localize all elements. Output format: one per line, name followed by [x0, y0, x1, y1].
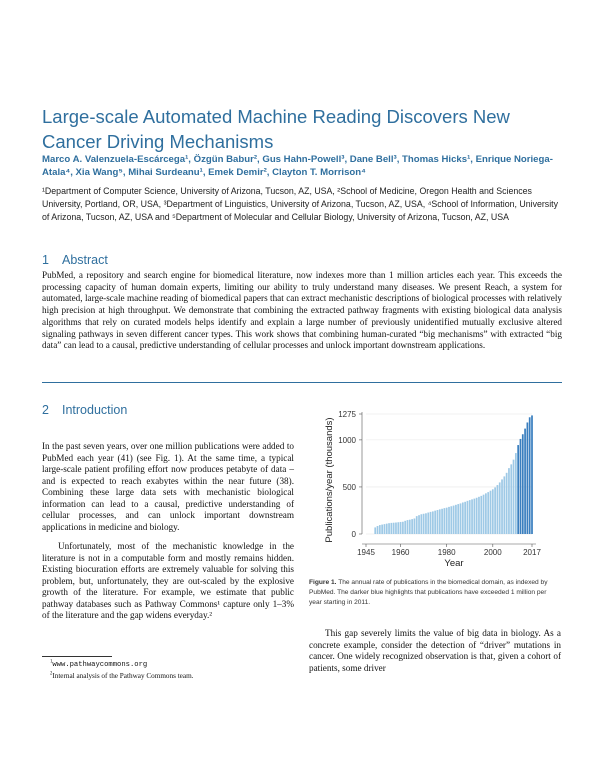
x-tick-label: 2017 [523, 548, 541, 557]
bar-1991 [471, 499, 473, 534]
bar-1976 [437, 510, 439, 534]
bar-1970 [423, 514, 425, 534]
bar-2006 [506, 473, 508, 534]
bar-1973 [430, 512, 432, 534]
bar-1978 [441, 509, 443, 534]
bar-1968 [418, 515, 420, 534]
footnotes [50, 659, 290, 682]
bar-2009 [513, 460, 515, 534]
figure-caption-text: The annual rate of publications in the biomedical domain, as indexed by PubMed. The darker blue highlights that publications have exceeded 1 million per year starting in 2011. [309, 579, 548, 606]
bar-1954 [386, 524, 388, 534]
bar-1949 [374, 527, 376, 534]
bar-1980 [446, 508, 448, 534]
figure-caption [309, 578, 561, 607]
introduction-number: 2 [42, 403, 49, 417]
bar-1972 [427, 513, 429, 534]
bar-1996 [483, 495, 485, 534]
bar-1997 [485, 493, 487, 534]
x-tick-label: 1960 [391, 548, 410, 557]
bar-1995 [480, 496, 482, 534]
bar-1983 [453, 506, 455, 534]
bar-2010 [515, 453, 517, 534]
bar-1951 [379, 525, 381, 534]
figure-caption-label: Figure 1. [309, 579, 337, 586]
bar-1999 [490, 491, 492, 534]
right-column-paragraph: This gap severely limits the value of big data in biology. As a concrete example, consider the detection of “driver” mutations in cancer. One widely recognized observation is that, given a cohort of patients, some driver [309, 628, 561, 673]
bar-1956 [391, 523, 393, 534]
bar-2016 [529, 417, 531, 534]
bar-1963 [407, 520, 409, 534]
bar-1950 [377, 526, 379, 534]
bar-1958 [395, 523, 397, 534]
intro-paragraph-1: In the past seven years, over one million publications were added to PubMed each year (41) (see Fig. 1). At the same time, a typical large-scale patient profiling effort now produces petabyte of data – and is expected to reach exabytes within the near future (38). Combining these large data sets with mechanistic biological information can lead to a causal, predictive understanding of cellular processes, and can unlock important downstream applications in medicine and biology. [42, 441, 294, 532]
bar-2013 [522, 434, 524, 534]
abstract-text: PubMed, a repository and search engine for biomedical literature, now indexes more than 1 million articles each year. This exceeds the processing capacity of human domain experts, limiting our ability to truly understand many diseases. We present Reach, a system for automated, large-scale machine reading of biomedical papers that can extract mechanistic descriptions of biological processes with relatively high precision at high throughput. We demonstrate that combining the extracted pathway fragments with existing biological data analysis algorithms that rely on curated models helps identify and explain a large number of previously unidentified mutually exclusive altered signaling pathways in seven different cancer types. This work shows that combining human-curated “big mechanisms” with extracted “big data” can lead to a causal, predictive understanding of cellular processes and unlock important downstream applications. [42, 270, 562, 351]
bar-2017 [531, 415, 533, 534]
introduction-body [42, 441, 294, 622]
bar-1969 [420, 514, 422, 534]
bar-2001 [494, 487, 496, 534]
affiliations: ¹Department of Computer Science, University of Arizona, Tucson, AZ, USA, ²School of Medicine, Oregon Health and Sciences University, Portland, OR, USA, ³Department of Linguistics, University of Arizona, Tucson, AZ, USA, ⁴School of Information, University of Arizona, Tucson, AZ, USA and ⁵Department of Molecular and Cellular Biology, University of Arizona, Tucson, AZ, USA [42, 186, 558, 223]
bar-1952 [381, 525, 383, 534]
y-axis-label: Publications/year (thousands) [324, 417, 335, 543]
footnote-rule [42, 656, 112, 657]
bar-1989 [467, 501, 469, 534]
bar-1977 [439, 509, 441, 534]
abstract-heading-text: Abstract [62, 253, 108, 267]
bar-1985 [457, 504, 459, 534]
bar-2008 [510, 464, 512, 534]
bar-1967 [416, 516, 418, 534]
bar-2002 [497, 485, 499, 534]
bar-1986 [460, 503, 462, 534]
bar-1984 [455, 505, 457, 534]
bar-1992 [474, 499, 476, 534]
bar-2004 [501, 479, 503, 534]
bar-1966 [414, 518, 416, 534]
y-tick-label: 500 [342, 482, 356, 492]
x-axis-label: Year [444, 558, 464, 569]
publications-chart [314, 400, 564, 572]
bar-1974 [432, 511, 434, 534]
y-tick-label: 0 [351, 530, 356, 539]
bar-1957 [393, 523, 395, 534]
bar-1955 [388, 523, 390, 534]
x-tick-label: 1945 [357, 548, 375, 557]
y-tick-label: 1275 [338, 410, 356, 419]
x-tick-label: 2000 [483, 548, 502, 557]
bar-1959 [397, 522, 399, 534]
abstract-heading [42, 253, 108, 267]
bar-1987 [462, 502, 464, 534]
bar-1960 [400, 522, 402, 534]
bar-1953 [384, 524, 386, 534]
bar-2015 [527, 422, 529, 534]
bar-1975 [434, 511, 436, 534]
x-tick-label: 1980 [437, 548, 456, 557]
introduction-heading [42, 403, 127, 417]
y-tick-label: 1000 [338, 435, 356, 445]
bar-1993 [476, 498, 478, 534]
author-list: Marco A. Valenzuela-Escárcega¹, Özgün Babur², Gus Hahn-Powell³, Dane Bell³, Thomas Hicks¹, Enrique Noriega-Atala⁴, Xia Wang⁵, Mihai Surdeanu¹, Emek Demir², Clayton T. Morrison⁴ [42, 154, 553, 178]
bar-1964 [409, 520, 411, 534]
intro-paragraph-2: Unfortunately, most of the mechanistic knowledge in the literature is not in a computable form and mostly remains hidden. Existing biocuration efforts are extremely valuable for solving this problem, but, unfortunately, they are out-scaled by the explosive growth of the literature. For example, we estimate that public pathway databases such as Pathway Commons¹ capture only 1–3% of the literature and the gap widens everyday.² [42, 541, 294, 620]
bar-2005 [503, 476, 505, 534]
bar-1961 [402, 522, 404, 534]
bar-1982 [450, 506, 452, 534]
footnote-1: $^1$www.pathwaycommons.org [50, 659, 148, 669]
bar-1962 [404, 521, 406, 534]
bar-2014 [524, 429, 526, 534]
bar-1994 [478, 497, 480, 534]
footnote-2: $^2$Internal analysis of the Pathway Commons team. [50, 671, 194, 680]
bar-2000 [492, 489, 494, 534]
bar-1990 [469, 500, 471, 534]
bar-2011 [517, 445, 519, 534]
bar-1971 [425, 513, 427, 534]
bar-1988 [464, 502, 466, 534]
bar-2003 [499, 482, 501, 534]
bar-1979 [444, 508, 446, 534]
bar-2012 [520, 439, 522, 534]
bar-1981 [448, 507, 450, 534]
bar-1965 [411, 519, 413, 534]
bar-2007 [508, 468, 510, 534]
bar-1998 [487, 492, 489, 534]
introduction-heading-text: Introduction [62, 403, 128, 417]
abstract-number: 1 [42, 253, 49, 267]
paper-title: Large-scale Automated Machine Reading Discovers New Cancer Driving Mechanisms [42, 106, 510, 152]
section-divider [42, 382, 562, 383]
